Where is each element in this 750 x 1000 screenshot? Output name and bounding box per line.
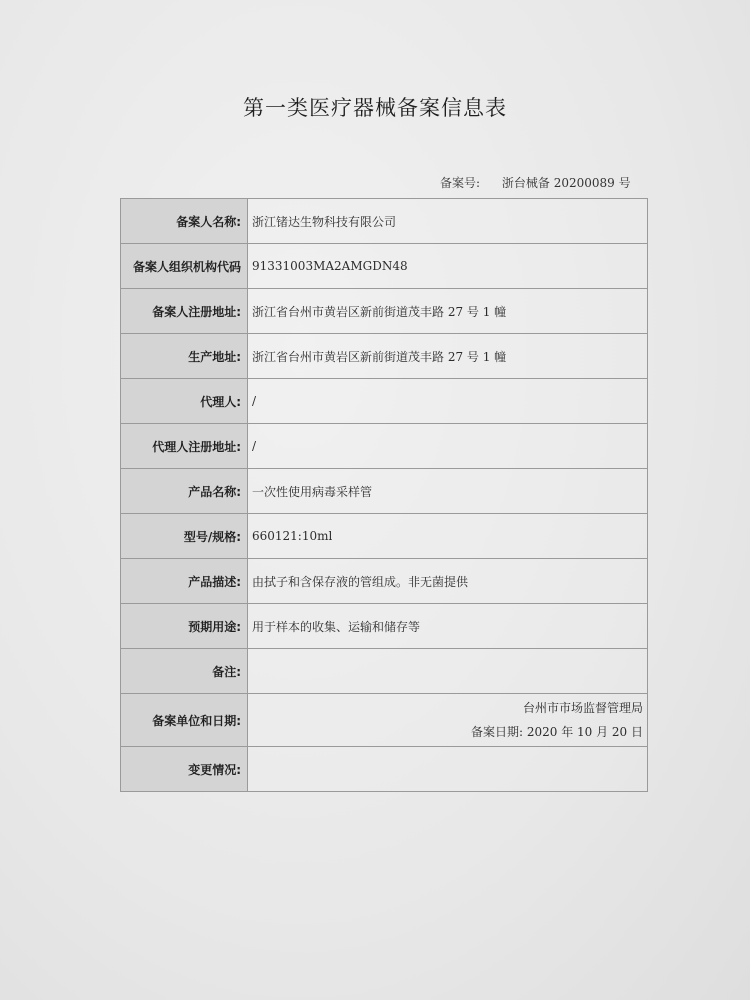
table-row [121,334,648,379]
row-value [248,747,648,792]
row-value: 由拭子和含保存液的管组成。非无菌提供 [248,559,648,604]
row-value: 660121:10ml [248,514,648,559]
filing-date: 备案日期: 2020 年 10 月 20 日 [470,725,643,739]
table-row [121,604,648,649]
document-title: 第一类医疗器械备案信息表 [243,96,507,120]
row-value: 一次性使用病毒采样管 [248,469,648,514]
record-number-label: 备案号: [440,176,481,190]
row-label: 生产地址: [121,334,248,379]
table-row [121,424,648,469]
table-row [121,649,648,694]
table-row [121,514,648,559]
row-value: 浙江省台州市黄岩区新前街道茂丰路 27 号 1 幢 [248,334,648,379]
row-value: / [248,379,648,424]
record-info-table [120,198,648,792]
table-row [121,244,648,289]
row-value: / [248,424,648,469]
table-row [121,469,648,514]
row-label: 变更情况: [121,747,248,792]
record-number-value: 浙台械备 20200089 号 [501,176,631,190]
row-value: 91331003MA2AMGDN48 [248,244,648,289]
row-label: 产品描述: [121,559,248,604]
row-value [248,649,648,694]
row-label: 备案人组织机构代码 [121,244,248,289]
table-row [121,747,648,792]
row-label: 产品名称: [121,469,248,514]
row-label: 备案单位和日期: [121,694,248,747]
row-label: 备注: [121,649,248,694]
table-row [121,199,648,244]
row-label: 代理人注册地址: [121,424,248,469]
row-label: 预期用途: [121,604,248,649]
row-label: 代理人: [121,379,248,424]
record-number [440,174,631,191]
row-label: 型号/规格: [121,514,248,559]
table-row [121,694,648,747]
table-row [121,289,648,334]
row-value [248,694,648,747]
row-label: 备案人名称: [121,199,248,244]
table-row [121,559,648,604]
row-label: 备案人注册地址: [121,289,248,334]
filing-agency: 台州市市场监督管理局 [522,701,643,715]
row-value: 浙江省台州市黄岩区新前街道茂丰路 27 号 1 幢 [248,289,648,334]
table-row [121,379,648,424]
row-value: 浙江锗达生物科技有限公司 [248,199,648,244]
row-value: 用于样本的收集、运输和储存等 [248,604,648,649]
